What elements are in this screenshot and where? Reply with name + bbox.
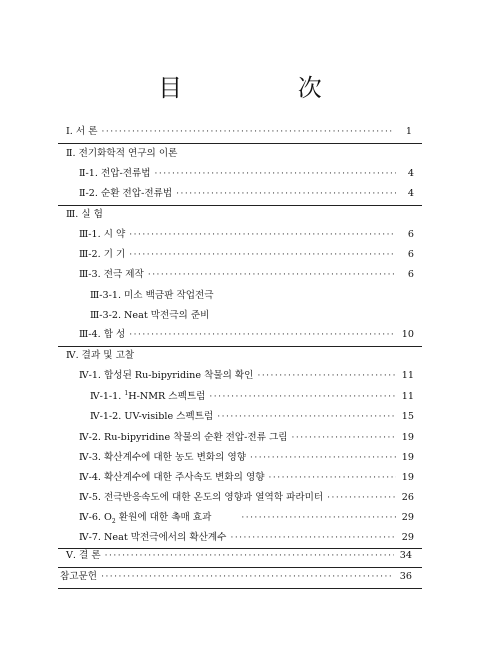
toc-entry-label: Ⅲ-3-2. Neat 막전극의 준비 xyxy=(90,310,210,321)
toc-entry-instruments[interactable] xyxy=(79,247,414,263)
toc-entry-label: Ⅳ-4. 확산계수에 대한 주사속도 변화의 영향 xyxy=(79,472,265,483)
toc-entry-label: Ⅱ-2. 순환 전압-전류법 xyxy=(79,188,173,199)
leader-dots xyxy=(230,530,396,546)
toc-entry-conclusion[interactable] xyxy=(66,548,412,564)
leader-dots xyxy=(129,327,396,343)
toc-entry-label: Ⅲ. 실 험 xyxy=(66,209,103,220)
toc-entry-label: Ⅳ-6. $O_2$ 환원에 대한 촉매 효과 xyxy=(79,512,212,525)
toc-entry-page: 6 xyxy=(407,249,414,260)
toc-entry-label: Ⅳ-3. 확산계수에 대한 농도 변화의 영향 xyxy=(79,452,246,463)
toc-entry-cv-plot[interactable] xyxy=(79,430,414,446)
leader-dots xyxy=(105,548,394,564)
section-divider xyxy=(58,567,422,568)
leader-dots xyxy=(148,267,396,283)
toc-entry-experiment[interactable] xyxy=(66,207,412,223)
toc-entry-nmr[interactable] xyxy=(90,389,414,405)
toc-entry-results[interactable] xyxy=(66,348,412,364)
toc-entry-page: 6 xyxy=(407,269,414,280)
toc-entry-voltammetry[interactable] xyxy=(79,166,414,182)
leader-dots xyxy=(155,166,396,182)
leader-dots xyxy=(269,470,396,486)
leader-dots xyxy=(250,450,396,466)
toc-entry-ru-confirmation[interactable] xyxy=(79,368,414,384)
toc-entry-uv-visible[interactable] xyxy=(90,409,414,425)
toc-entry-label: Ⅰ. 서 론 xyxy=(66,126,98,137)
leader-dots xyxy=(129,227,396,243)
toc-entry-label: Ⅲ-3-1. 미소 백금판 작업전극 xyxy=(90,290,214,301)
toc-entry-label: Ⅱ. 전기화학적 연구의 이론 xyxy=(66,148,178,159)
toc-entry-page: 19 xyxy=(401,472,414,483)
toc-entry-label: 참고문헌 xyxy=(60,571,98,582)
toc-entry-page: 4 xyxy=(407,188,414,199)
toc-entry-reagents[interactable] xyxy=(79,227,414,243)
leader-dots xyxy=(327,490,396,506)
toc-entry-o2-catalysis[interactable] xyxy=(79,510,414,526)
toc-entry-label: Ⅳ-1. 합성된 Ru-bipyridine 착물의 확인 xyxy=(79,370,254,381)
toc-entry-label: Ⅴ. 결 론 xyxy=(66,550,101,561)
toc-entry-page: 19 xyxy=(401,432,414,443)
toc-entry-electrode-fabrication[interactable] xyxy=(79,267,414,283)
section-divider xyxy=(58,588,422,589)
leader-dots xyxy=(176,186,396,202)
section-divider xyxy=(58,143,422,144)
section-divider xyxy=(58,346,422,347)
toc-entry-concentration-effect[interactable] xyxy=(79,450,414,466)
toc-entry-page: 4 xyxy=(407,168,414,179)
toc-entry-label: Ⅳ. 결과 및 고찰 xyxy=(66,350,135,361)
toc-entry-neat-diffusion[interactable] xyxy=(79,530,414,546)
toc-entry-page: 11 xyxy=(401,370,414,381)
toc-entry-label: Ⅳ-2. Ru-bipyridine 착물의 순환 전압-전류 그림 xyxy=(79,432,288,443)
toc-entry-page: 36 xyxy=(399,571,412,582)
leader-dots xyxy=(217,409,396,425)
leader-dots xyxy=(241,510,396,526)
toc-entry-page: 1 xyxy=(405,126,412,137)
toc-entry-page: 29 xyxy=(401,532,414,543)
toc-entry-cyclic-voltammetry[interactable] xyxy=(79,186,414,202)
toc-entry-page: 6 xyxy=(407,229,414,240)
toc-entry-page: 11 xyxy=(401,391,414,402)
toc-entry-neat-film[interactable] xyxy=(90,308,410,324)
toc-entry-label: Ⅳ-7. Neat 막전극에서의 확산계수 xyxy=(79,532,227,543)
toc-entry-label: Ⅲ-3. 전극 제작 xyxy=(79,269,144,280)
toc-entry-label: Ⅳ-1-1. $^1$H-NMR 스펙트럼 xyxy=(90,389,206,402)
toc-entry-page: 15 xyxy=(401,411,414,422)
toc-entry-references[interactable] xyxy=(60,569,412,585)
toc-entry-scan-rate-effect[interactable] xyxy=(79,470,414,486)
toc-entry-pt-electrode[interactable] xyxy=(90,288,410,304)
leader-dots xyxy=(129,247,396,263)
toc-entry-page: 19 xyxy=(401,452,414,463)
toc-entry-page: 34 xyxy=(399,550,412,561)
toc-entry-synthesis[interactable] xyxy=(79,327,414,343)
toc-entry-introduction[interactable] xyxy=(66,124,412,140)
leader-dots xyxy=(101,569,394,585)
toc-entry-page: 10 xyxy=(401,329,414,340)
toc-entry-label: Ⅲ-2. 기 기 xyxy=(79,249,126,260)
leader-dots xyxy=(292,430,396,446)
leader-dots xyxy=(257,368,396,384)
toc-entry-page: 26 xyxy=(401,492,414,503)
toc-entry-label: Ⅲ-4. 합 성 xyxy=(79,329,126,340)
toc-entry-page: 29 xyxy=(401,512,414,523)
toc-entry-temperature-effect[interactable] xyxy=(79,490,414,506)
leader-dots xyxy=(209,389,396,405)
leader-dots xyxy=(101,124,394,140)
toc-entry-label: Ⅳ-5. 전극반응속도에 대한 온도의 영향과 열역학 파라미터 xyxy=(79,492,324,503)
page-title: 目 次 xyxy=(158,74,376,102)
toc-entry-label: Ⅱ-1. 전압-전류법 xyxy=(79,168,151,179)
toc-entry-theory[interactable] xyxy=(66,146,412,162)
toc-entry-label: Ⅳ-1-2. UV-visible 스펙트럼 xyxy=(90,411,214,422)
section-divider xyxy=(58,205,422,206)
toc-entry-label: Ⅲ-1. 시 약 xyxy=(79,229,126,240)
